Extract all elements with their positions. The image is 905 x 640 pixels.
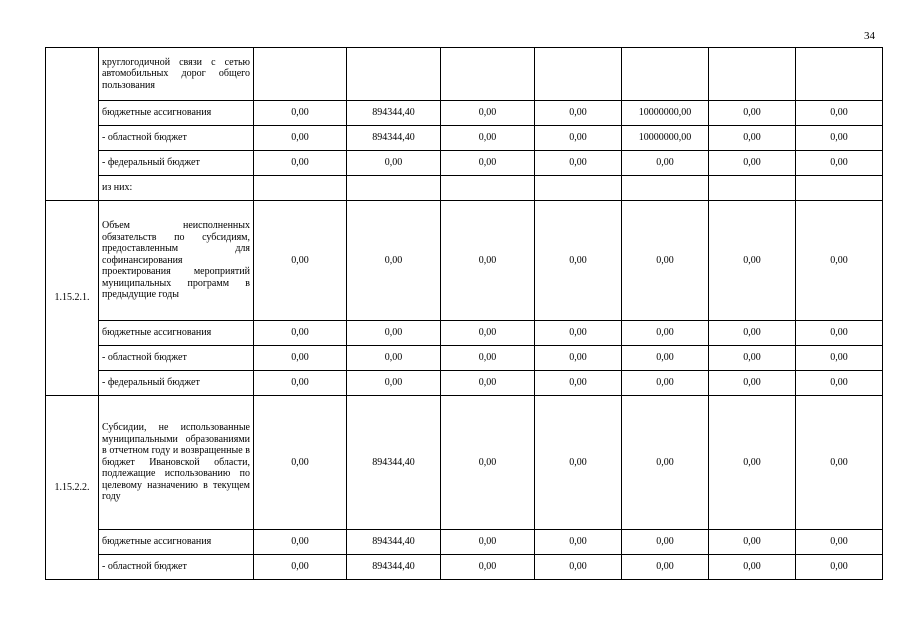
value-cell: 0,00: [535, 151, 622, 176]
value-cell: 0,00: [254, 530, 347, 555]
value-cell: 0,00: [347, 321, 441, 346]
value-cell: [796, 48, 883, 101]
value-cell: 0,00: [254, 126, 347, 151]
value-cell: 0,00: [441, 101, 535, 126]
value-cell: 0,00: [535, 126, 622, 151]
value-cell: 0,00: [796, 396, 883, 530]
value-cell: 0,00: [441, 371, 535, 396]
value-cell: 0,00: [709, 371, 796, 396]
value-cell: [796, 176, 883, 201]
row-description: бюджетные ассигнования: [99, 101, 254, 126]
value-cell: [622, 48, 709, 101]
value-cell: 0,00: [441, 321, 535, 346]
table-row: [46, 530, 883, 555]
value-cell: 0,00: [535, 101, 622, 126]
value-cell: [441, 48, 535, 101]
row-code-cell: 1.15.2.1.: [46, 201, 99, 396]
value-cell: 0,00: [796, 371, 883, 396]
table-row: [46, 151, 883, 176]
value-cell: 0,00: [535, 530, 622, 555]
value-cell: 0,00: [622, 396, 709, 530]
value-cell: 0,00: [796, 151, 883, 176]
table-row: [46, 176, 883, 201]
value-cell: 0,00: [622, 201, 709, 321]
value-cell: 0,00: [796, 346, 883, 371]
value-cell: 0,00: [441, 151, 535, 176]
value-cell: 0,00: [622, 555, 709, 580]
value-cell: 0,00: [441, 201, 535, 321]
value-cell: 0,00: [535, 346, 622, 371]
row-description: - федеральный бюджет: [99, 371, 254, 396]
value-cell: 0,00: [796, 101, 883, 126]
value-cell: 0,00: [709, 555, 796, 580]
value-cell: 0,00: [254, 371, 347, 396]
row-description: бюджетные ассигнования: [99, 321, 254, 346]
table-row: [46, 101, 883, 126]
table-row: [46, 126, 883, 151]
value-cell: [709, 48, 796, 101]
value-cell: 0,00: [535, 371, 622, 396]
value-cell: 894344,40: [347, 530, 441, 555]
value-cell: 0,00: [254, 201, 347, 321]
row-description: - федеральный бюджет: [99, 151, 254, 176]
value-cell: 0,00: [441, 346, 535, 371]
value-cell: 894344,40: [347, 126, 441, 151]
row-description: круглогодичной связи с сетью автомобильных дорог общего пользования: [99, 48, 254, 101]
table-row: [46, 396, 883, 530]
row-description: - областной бюджет: [99, 126, 254, 151]
value-cell: 0,00: [441, 555, 535, 580]
value-cell: [254, 48, 347, 101]
value-cell: 0,00: [254, 396, 347, 530]
value-cell: 0,00: [622, 346, 709, 371]
row-description: бюджетные ассигнования: [99, 530, 254, 555]
value-cell: 0,00: [622, 530, 709, 555]
value-cell: 0,00: [709, 396, 796, 530]
value-cell: 0,00: [796, 201, 883, 321]
value-cell: 0,00: [709, 201, 796, 321]
value-cell: 0,00: [347, 346, 441, 371]
value-cell: 0,00: [709, 101, 796, 126]
value-cell: [347, 176, 441, 201]
value-cell: 0,00: [622, 321, 709, 346]
value-cell: 0,00: [535, 555, 622, 580]
value-cell: 0,00: [441, 396, 535, 530]
value-cell: [709, 176, 796, 201]
value-cell: 0,00: [254, 151, 347, 176]
row-description: - областной бюджет: [99, 555, 254, 580]
value-cell: 0,00: [709, 151, 796, 176]
value-cell: 0,00: [709, 346, 796, 371]
value-cell: 10000000,00: [622, 101, 709, 126]
row-code-cell: 1.15.2.2.: [46, 396, 99, 580]
value-cell: [441, 176, 535, 201]
value-cell: 0,00: [709, 126, 796, 151]
value-cell: 0,00: [796, 530, 883, 555]
value-cell: 894344,40: [347, 101, 441, 126]
table-row: [46, 346, 883, 371]
value-cell: 10000000,00: [622, 126, 709, 151]
value-cell: 0,00: [535, 201, 622, 321]
value-cell: 0,00: [254, 555, 347, 580]
row-description: из них:: [99, 176, 254, 201]
table-row: [46, 321, 883, 346]
row-description: Субсидии, не использованные муниципальными образованиями в отчетном году и возвращенные в бюджет Ивановской области, подлежащие использованию по целевому назначению в текущем году: [99, 396, 254, 530]
value-cell: 894344,40: [347, 555, 441, 580]
value-cell: [535, 176, 622, 201]
table-row: [46, 48, 883, 101]
value-cell: 0,00: [709, 321, 796, 346]
value-cell: [347, 48, 441, 101]
row-description: - областной бюджет: [99, 346, 254, 371]
table-row: [46, 371, 883, 396]
table-row: [46, 201, 883, 321]
value-cell: 0,00: [254, 321, 347, 346]
value-cell: 0,00: [622, 371, 709, 396]
value-cell: 0,00: [796, 126, 883, 151]
page-number: 34: [864, 30, 875, 42]
value-cell: 0,00: [535, 396, 622, 530]
value-cell: 0,00: [796, 321, 883, 346]
value-cell: [535, 48, 622, 101]
row-description: Объем неисполненных обязательств по субсидиям, предоставленным для софинансирования проектирования мероприятий муниципальных программ в предыдущие годы: [99, 201, 254, 321]
value-cell: 0,00: [254, 101, 347, 126]
value-cell: 0,00: [347, 151, 441, 176]
value-cell: 894344,40: [347, 396, 441, 530]
value-cell: 0,00: [441, 126, 535, 151]
value-cell: [622, 176, 709, 201]
row-code-cell: [46, 48, 99, 201]
value-cell: 0,00: [347, 201, 441, 321]
value-cell: 0,00: [254, 346, 347, 371]
value-cell: [254, 176, 347, 201]
value-cell: 0,00: [347, 371, 441, 396]
budget-table: [45, 47, 883, 580]
value-cell: 0,00: [709, 530, 796, 555]
value-cell: 0,00: [441, 530, 535, 555]
table-row: [46, 555, 883, 580]
value-cell: 0,00: [535, 321, 622, 346]
value-cell: 0,00: [622, 151, 709, 176]
value-cell: 0,00: [796, 555, 883, 580]
